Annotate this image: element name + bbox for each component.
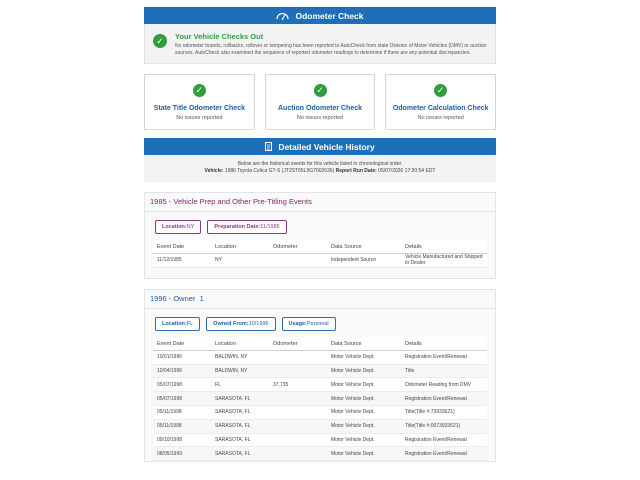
event-odometer — [269, 433, 327, 447]
run-date-label: Report Run Date: — [335, 168, 377, 174]
column-header: Odometer — [269, 337, 327, 351]
event-odometer: 37,735 — [269, 378, 327, 392]
event-source: Motor Vehicle Dept. — [327, 405, 401, 419]
event-odometer — [269, 447, 327, 461]
event-date: 05/07/1998 — [153, 392, 211, 406]
events-table — [153, 337, 487, 461]
section-title: 1996 - Owner 1 — [145, 290, 495, 309]
column-header: Data Source — [327, 337, 401, 351]
card-title: Auction Odometer Check — [278, 104, 363, 112]
event-date: 11/12/1985 — [153, 254, 211, 268]
event-details: Title(Title #:0073933621) — [401, 419, 487, 433]
column-header: Odometer — [269, 240, 327, 254]
table-row — [153, 254, 487, 268]
event-location: BALDWIN, NY — [211, 364, 269, 378]
checkmark-circle-icon: ✓ — [153, 34, 167, 48]
event-location: NY — [211, 254, 269, 268]
event-location: SARASOTA, FL — [211, 433, 269, 447]
vehicle-label: Vehicle: — [204, 168, 224, 174]
column-header: Details — [401, 240, 487, 254]
event-date: 10/04/1996 — [153, 364, 211, 378]
event-location: SARASOTA, FL — [211, 447, 269, 461]
event-location: SARASOTA, FL — [211, 392, 269, 406]
event-details: Registration Event/Renewal — [401, 447, 487, 461]
checkmark-circle-icon: ✓ — [193, 84, 206, 97]
preparation-date-tag: Preparation Date:11/1985 — [207, 220, 286, 234]
checkmark-circle-icon: ✓ — [314, 84, 327, 97]
event-source: Motor Vehicle Dept. — [327, 364, 401, 378]
location-tag: Location:FL — [155, 317, 200, 331]
vehicle-history-title: Detailed Vehicle History — [278, 141, 375, 152]
event-source: Motor Vehicle Dept. — [327, 419, 401, 433]
event-source: Motor Vehicle Dept. — [327, 433, 401, 447]
vehicle-history-header — [144, 138, 496, 155]
location-tag: Location:NY — [155, 220, 201, 234]
usage-tag: Usage:Personal — [282, 317, 336, 331]
odometer-check-title: Odometer Check — [295, 10, 364, 21]
event-source: Motor Vehicle Dept. — [327, 378, 401, 392]
state-title-odometer-card — [144, 74, 255, 130]
event-source: Independent Source — [327, 254, 401, 268]
event-odometer — [269, 350, 327, 364]
card-status: No issues reported — [176, 114, 223, 121]
event-odometer — [269, 364, 327, 378]
auction-odometer-card — [265, 74, 376, 130]
event-date: 08/05/1999 — [153, 447, 211, 461]
odometer-calculation-card — [385, 74, 496, 130]
event-date: 05/07/1998 — [153, 378, 211, 392]
history-intro — [144, 155, 496, 182]
event-odometer — [269, 254, 327, 268]
check-cards — [144, 74, 496, 130]
document-icon — [265, 142, 272, 151]
table-row — [153, 364, 487, 378]
event-location: SARASOTA, FL — [211, 405, 269, 419]
table-row — [153, 433, 487, 447]
card-status: No issues reported — [417, 114, 464, 121]
event-details: Title — [401, 364, 487, 378]
table-header-row — [153, 337, 487, 351]
checks-out-text: No odometer brands, rollbacks, rollover or tampering has been reported to AutoCheck from state Division of Motor Vehicles (DMV) or auction sources. AutoCheck also examined the sequence of reported odometer readings to determine if there are any potential discrepancies. — [175, 43, 487, 56]
event-date: 05/11/1998 — [153, 405, 211, 419]
vehicle-info-line — [148, 168, 492, 175]
section-tags — [145, 212, 495, 240]
history-intro-text: Below are the historical events for this vehicle listed in chronological order. — [237, 161, 403, 167]
section-title: 1985 - Vehicle Prep and Other Pre-Titling Events — [145, 193, 495, 212]
table-row — [153, 392, 487, 406]
table-row — [153, 350, 487, 364]
event-details: Registration Event/Renewal — [401, 392, 487, 406]
owner-1-section — [144, 289, 496, 462]
events-table — [153, 240, 487, 268]
event-location: SARASOTA, FL — [211, 419, 269, 433]
event-date: 05/11/1998 — [153, 419, 211, 433]
column-header: Location — [211, 240, 269, 254]
section-tags — [145, 309, 495, 337]
column-header: Data Source — [327, 240, 401, 254]
event-details: Registration Event/Renewal — [401, 350, 487, 364]
event-details: Registration Event/Renewal — [401, 433, 487, 447]
table-row — [153, 419, 487, 433]
table-header-row — [153, 240, 487, 254]
report-container — [144, 0, 496, 462]
card-status: No issues reported — [296, 114, 344, 121]
pre-titling-section — [144, 192, 496, 279]
table-row — [153, 447, 487, 461]
event-source: Motor Vehicle Dept. — [327, 447, 401, 461]
odometer-check-header — [144, 7, 496, 24]
column-header: Location — [211, 337, 269, 351]
checks-out-title: Your Vehicle Checks Out — [175, 32, 264, 41]
owned-from-tag: Owned From:10/1996 — [206, 317, 275, 331]
table-row — [153, 378, 487, 392]
event-source: Motor Vehicle Dept. — [327, 350, 401, 364]
event-odometer — [269, 419, 327, 433]
column-header: Event Date — [153, 240, 211, 254]
event-location: BALDWIN, NY — [211, 350, 269, 364]
event-details: Odometer Reading from DMV — [401, 378, 487, 392]
speedometer-icon — [276, 12, 289, 20]
column-header: Event Date — [153, 337, 211, 351]
run-date-value: 05/07/2026 17:30:54 EDT — [378, 168, 436, 174]
card-title: State Title Odometer Check — [153, 104, 245, 112]
table-row — [153, 405, 487, 419]
vehicle-value: 1986 Toyota Celica GT-S (JT2ST65L9G7002636) — [224, 168, 335, 174]
column-header: Details — [401, 337, 487, 351]
event-details: Vehicle Manufactured and Shipped to Dealer — [401, 254, 487, 268]
event-date: 10/01/1996 — [153, 350, 211, 364]
event-odometer — [269, 405, 327, 419]
event-location: FL — [211, 378, 269, 392]
event-date: 09/10/1998 — [153, 433, 211, 447]
card-title: Odometer Calculation Check — [392, 104, 489, 112]
event-source: Motor Vehicle Dept. — [327, 392, 401, 406]
checks-out-banner — [144, 24, 496, 64]
checkmark-circle-icon: ✓ — [434, 84, 447, 97]
event-details: Title(Title #:73933621) — [401, 405, 487, 419]
event-odometer — [269, 392, 327, 406]
